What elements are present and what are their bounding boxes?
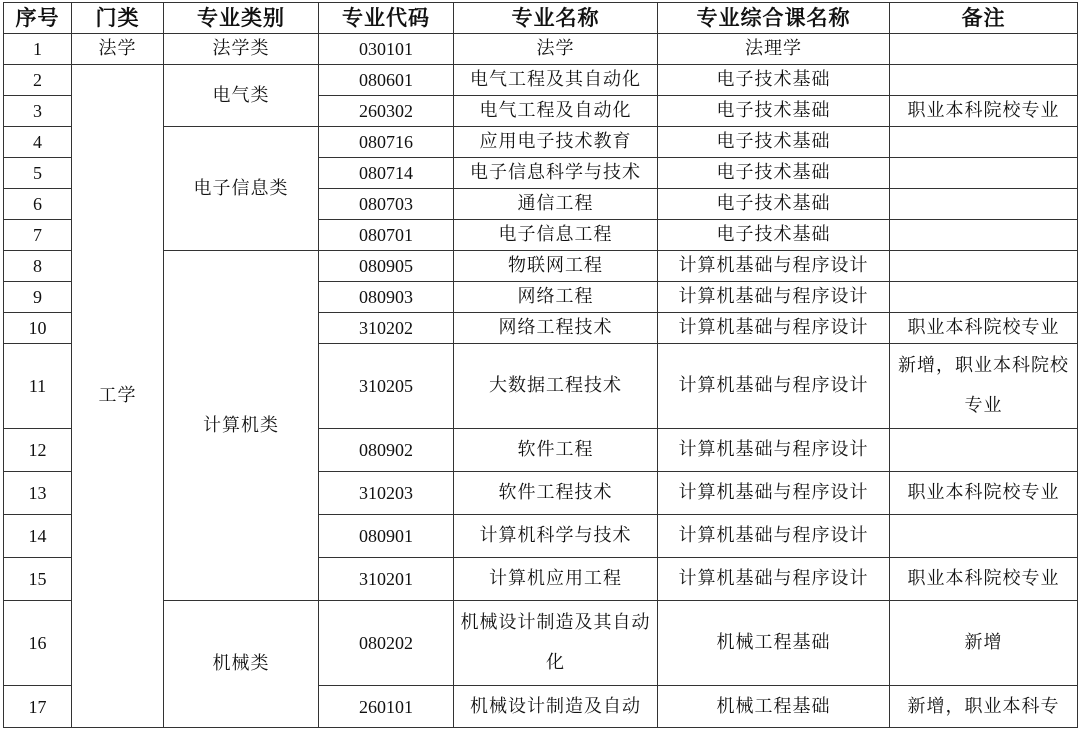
note-cell: 职业本科院校专业 (890, 472, 1078, 515)
note-cell: 职业本科院校专业 (890, 96, 1078, 127)
major-name: 大数据工程技术 (454, 344, 658, 429)
major-name: 软件工程 (454, 429, 658, 472)
category-cell: 工学 (72, 65, 164, 728)
major-name: 电子信息科学与技术 (454, 158, 658, 189)
row-no: 11 (4, 344, 72, 429)
header-group: 专业类别 (164, 3, 319, 34)
major-name: 电气工程及自动化 (454, 96, 658, 127)
major-name: 机械设计制造及自动 (454, 686, 658, 728)
course-name: 机械工程基础 (658, 686, 890, 728)
major-name: 电气工程及其自动化 (454, 65, 658, 96)
major-code: 080703 (319, 189, 454, 220)
header-category: 门类 (72, 3, 164, 34)
major-code: 080902 (319, 429, 454, 472)
course-name: 电子技术基础 (658, 96, 890, 127)
course-name: 计算机基础与程序设计 (658, 282, 890, 313)
category-cell: 法学 (72, 34, 164, 65)
course-name: 计算机基础与程序设计 (658, 515, 890, 558)
row-no: 9 (4, 282, 72, 313)
major-name: 法学 (454, 34, 658, 65)
row-no: 13 (4, 472, 72, 515)
row-no: 17 (4, 686, 72, 728)
major-name: 物联网工程 (454, 251, 658, 282)
major-code: 310205 (319, 344, 454, 429)
course-name: 电子技术基础 (658, 189, 890, 220)
row-no: 4 (4, 127, 72, 158)
note-cell (890, 429, 1078, 472)
course-name: 电子技术基础 (658, 65, 890, 96)
course-name: 计算机基础与程序设计 (658, 558, 890, 601)
row-no: 7 (4, 220, 72, 251)
major-name: 通信工程 (454, 189, 658, 220)
major-code: 030101 (319, 34, 454, 65)
major-name: 机械设计制造及其自动化 (454, 601, 658, 686)
major-code: 080905 (319, 251, 454, 282)
major-code: 260302 (319, 96, 454, 127)
major-code: 310202 (319, 313, 454, 344)
note-cell: 职业本科院校专业 (890, 313, 1078, 344)
major-code: 080601 (319, 65, 454, 96)
course-name: 计算机基础与程序设计 (658, 313, 890, 344)
table-row (4, 601, 1078, 686)
header-code: 专业代码 (319, 3, 454, 34)
note-cell (890, 65, 1078, 96)
group-cell: 电气类 (164, 65, 319, 127)
note-cell (890, 127, 1078, 158)
row-no: 2 (4, 65, 72, 96)
major-name: 软件工程技术 (454, 472, 658, 515)
table-row (4, 34, 1078, 65)
note-cell (890, 158, 1078, 189)
table-row (4, 127, 1078, 158)
course-name: 计算机基础与程序设计 (658, 429, 890, 472)
header-course: 专业综合课名称 (658, 3, 890, 34)
note-cell: 职业本科院校专业 (890, 558, 1078, 601)
major-code: 310203 (319, 472, 454, 515)
row-no: 8 (4, 251, 72, 282)
note-cell: 新增，职业本科院校专业 (890, 344, 1078, 429)
major-table (3, 2, 1078, 728)
major-code: 080903 (319, 282, 454, 313)
major-code: 080202 (319, 601, 454, 686)
table-row (4, 65, 1078, 96)
header-name: 专业名称 (454, 3, 658, 34)
row-no: 15 (4, 558, 72, 601)
note-cell: 新增，职业本科专 (890, 686, 1078, 728)
note-cell (890, 251, 1078, 282)
group-cell: 电子信息类 (164, 127, 319, 251)
major-name: 应用电子技术教育 (454, 127, 658, 158)
course-name: 法理学 (658, 34, 890, 65)
note-cell (890, 282, 1078, 313)
group-cell: 机械类 (164, 601, 319, 728)
course-name: 计算机基础与程序设计 (658, 472, 890, 515)
header-row (4, 3, 1078, 34)
major-name: 电子信息工程 (454, 220, 658, 251)
major-code: 260101 (319, 686, 454, 728)
note-cell: 新增 (890, 601, 1078, 686)
major-name: 网络工程技术 (454, 313, 658, 344)
major-name: 计算机科学与技术 (454, 515, 658, 558)
row-no: 6 (4, 189, 72, 220)
table-row (4, 251, 1078, 282)
major-code: 310201 (319, 558, 454, 601)
course-name: 计算机基础与程序设计 (658, 344, 890, 429)
row-no: 1 (4, 34, 72, 65)
course-name: 电子技术基础 (658, 127, 890, 158)
row-no: 16 (4, 601, 72, 686)
row-no: 10 (4, 313, 72, 344)
note-cell (890, 189, 1078, 220)
major-code: 080701 (319, 220, 454, 251)
major-name: 网络工程 (454, 282, 658, 313)
course-name: 电子技术基础 (658, 220, 890, 251)
note-cell (890, 515, 1078, 558)
group-cell: 法学类 (164, 34, 319, 65)
row-no: 14 (4, 515, 72, 558)
group-cell: 计算机类 (164, 251, 319, 601)
row-no: 3 (4, 96, 72, 127)
course-name: 计算机基础与程序设计 (658, 251, 890, 282)
major-name: 计算机应用工程 (454, 558, 658, 601)
course-name: 机械工程基础 (658, 601, 890, 686)
header-note: 备注 (890, 3, 1078, 34)
note-cell (890, 220, 1078, 251)
row-no: 5 (4, 158, 72, 189)
header-no: 序号 (4, 3, 72, 34)
row-no: 12 (4, 429, 72, 472)
major-code: 080901 (319, 515, 454, 558)
note-cell (890, 34, 1078, 65)
major-code: 080716 (319, 127, 454, 158)
course-name: 电子技术基础 (658, 158, 890, 189)
major-code: 080714 (319, 158, 454, 189)
